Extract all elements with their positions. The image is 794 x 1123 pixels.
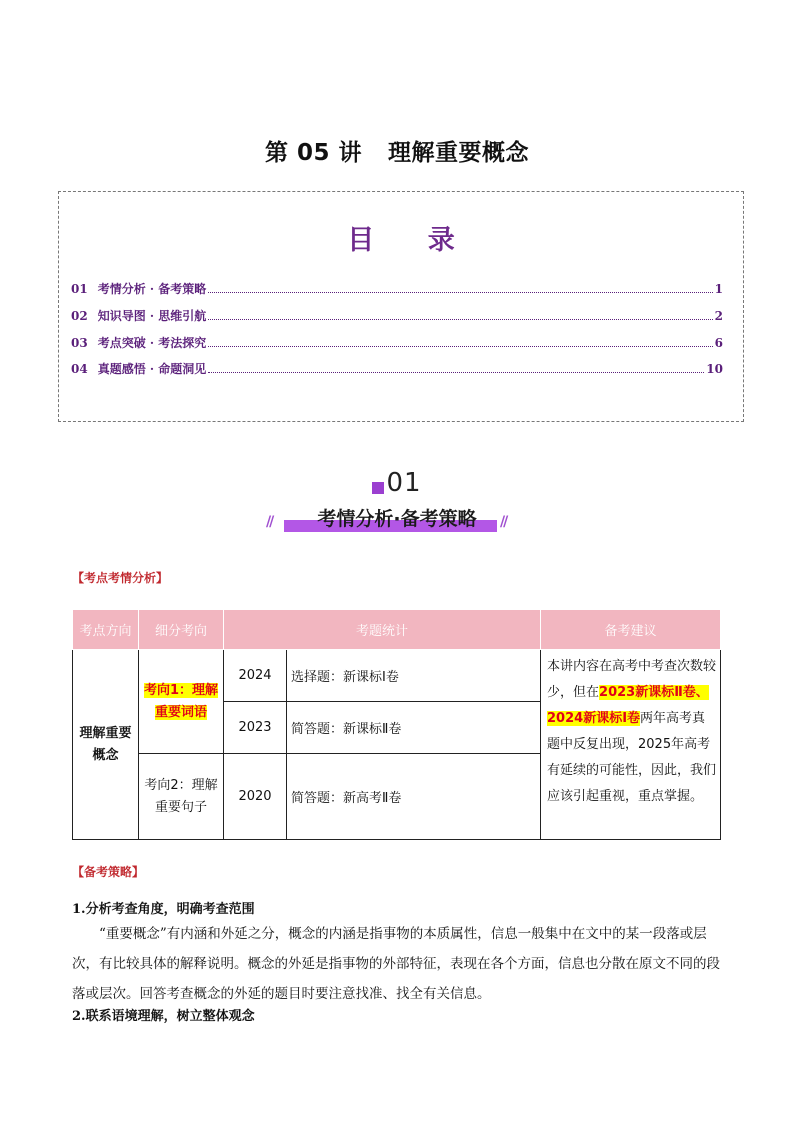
table-row (73, 650, 721, 702)
exam-analysis-table (72, 609, 721, 840)
direction-cell (139, 754, 224, 840)
point-text: 理解重要概念 (79, 725, 132, 763)
toc-item-page: 2 (714, 309, 723, 323)
section-number-text: 01 (386, 468, 422, 498)
title-lecture: 第 05 讲 (264, 140, 363, 166)
toc-item-label: 知识导图 · 思维引航 (97, 309, 207, 323)
toc-item-label: 考点突破 · 考法探究 (97, 336, 207, 350)
strategy-label: 【备考策略】 (72, 865, 145, 879)
toc-item-number: 04 (71, 362, 88, 376)
table-header-row (73, 610, 721, 650)
analysis-label: 【考点考情分析】 (72, 571, 169, 585)
toc-item-page: 1 (714, 282, 723, 296)
toc-leader-dots (208, 346, 712, 347)
toc-item-page: 10 (706, 362, 723, 376)
toc-item-label: 真题感悟 · 命题洞见 (97, 362, 207, 376)
toc-item-number: 02 (71, 309, 88, 323)
toc-item[interactable] (71, 334, 723, 351)
table-of-contents (58, 191, 744, 422)
toc-leader-dots (208, 319, 712, 320)
banner-slash-right: // (500, 514, 507, 530)
year-cell: 2024 (224, 650, 287, 702)
toc-item[interactable] (71, 307, 723, 324)
section-marker-square (372, 482, 384, 494)
banner-slash-left: // (266, 514, 273, 530)
advice-highlight: 2023新课标Ⅱ卷、2024新课标Ⅰ卷 (547, 685, 709, 726)
direction-2-text: 考向2：理解重要句子 (144, 777, 218, 815)
toc-item-number: 01 (71, 282, 88, 296)
year-cell: 2020 (224, 754, 287, 840)
toc-item[interactable] (71, 280, 723, 297)
strategy-paragraph-1: “重要概念”有内涵和外延之分，概念的内涵是指事物的本质属性，信息一般集中在文中的某一段落或层次，有比较具体的解释说明。概念的外延是指事物的外部特征，表现在各个方面，信息也分散在原文不同的段落或层次。回答考查概念的外延的题目时要注意找准、找全有关信息。 (72, 926, 720, 1002)
advice-text-post: 两年高考真题中反复出现，2025年高考有延续的可能性，因此，我们应该引起重视，重点掌握。 (547, 711, 717, 804)
header-cell: 考题统计 (224, 610, 541, 650)
header-cell: 细分考向 (139, 610, 224, 650)
strategy-heading-2: 2.联系语境理解，树立整体观念 (72, 1009, 255, 1024)
title-topic: 理解重要概念 (388, 140, 530, 166)
header-cell: 备考建议 (541, 610, 721, 650)
toc-leader-dots (208, 372, 704, 373)
section-number (0, 468, 794, 498)
advice-text-pre: 本讲内容在高考中考查次数较少，但在 (547, 659, 717, 700)
page-title (0, 134, 794, 167)
direction-cell (139, 650, 224, 754)
advice-cell (541, 650, 721, 840)
toc-item-number: 03 (71, 336, 88, 350)
toc-item-label: 考情分析 · 备考策略 (97, 282, 207, 296)
toc-heading: 目 录 (347, 225, 477, 256)
header-cell: 考点方向 (73, 610, 139, 650)
desc-cell: 简答题：新高考Ⅱ卷 (287, 754, 541, 840)
toc-leader-dots (208, 292, 712, 293)
toc-item-page: 6 (714, 336, 723, 350)
desc-cell: 简答题：新课标Ⅱ卷 (287, 702, 541, 754)
toc-item[interactable] (71, 360, 723, 377)
point-cell (73, 650, 139, 840)
direction-1-text: 考向1：理解重要词语 (143, 682, 219, 720)
strategy-heading-1: 1.分析考查角度，明确考查范围 (72, 902, 255, 917)
year-cell: 2023 (224, 702, 287, 754)
banner-title: 考情分析·备考策略 (317, 508, 477, 530)
section-banner (0, 502, 794, 536)
desc-cell: 选择题：新课标Ⅰ卷 (287, 650, 541, 702)
